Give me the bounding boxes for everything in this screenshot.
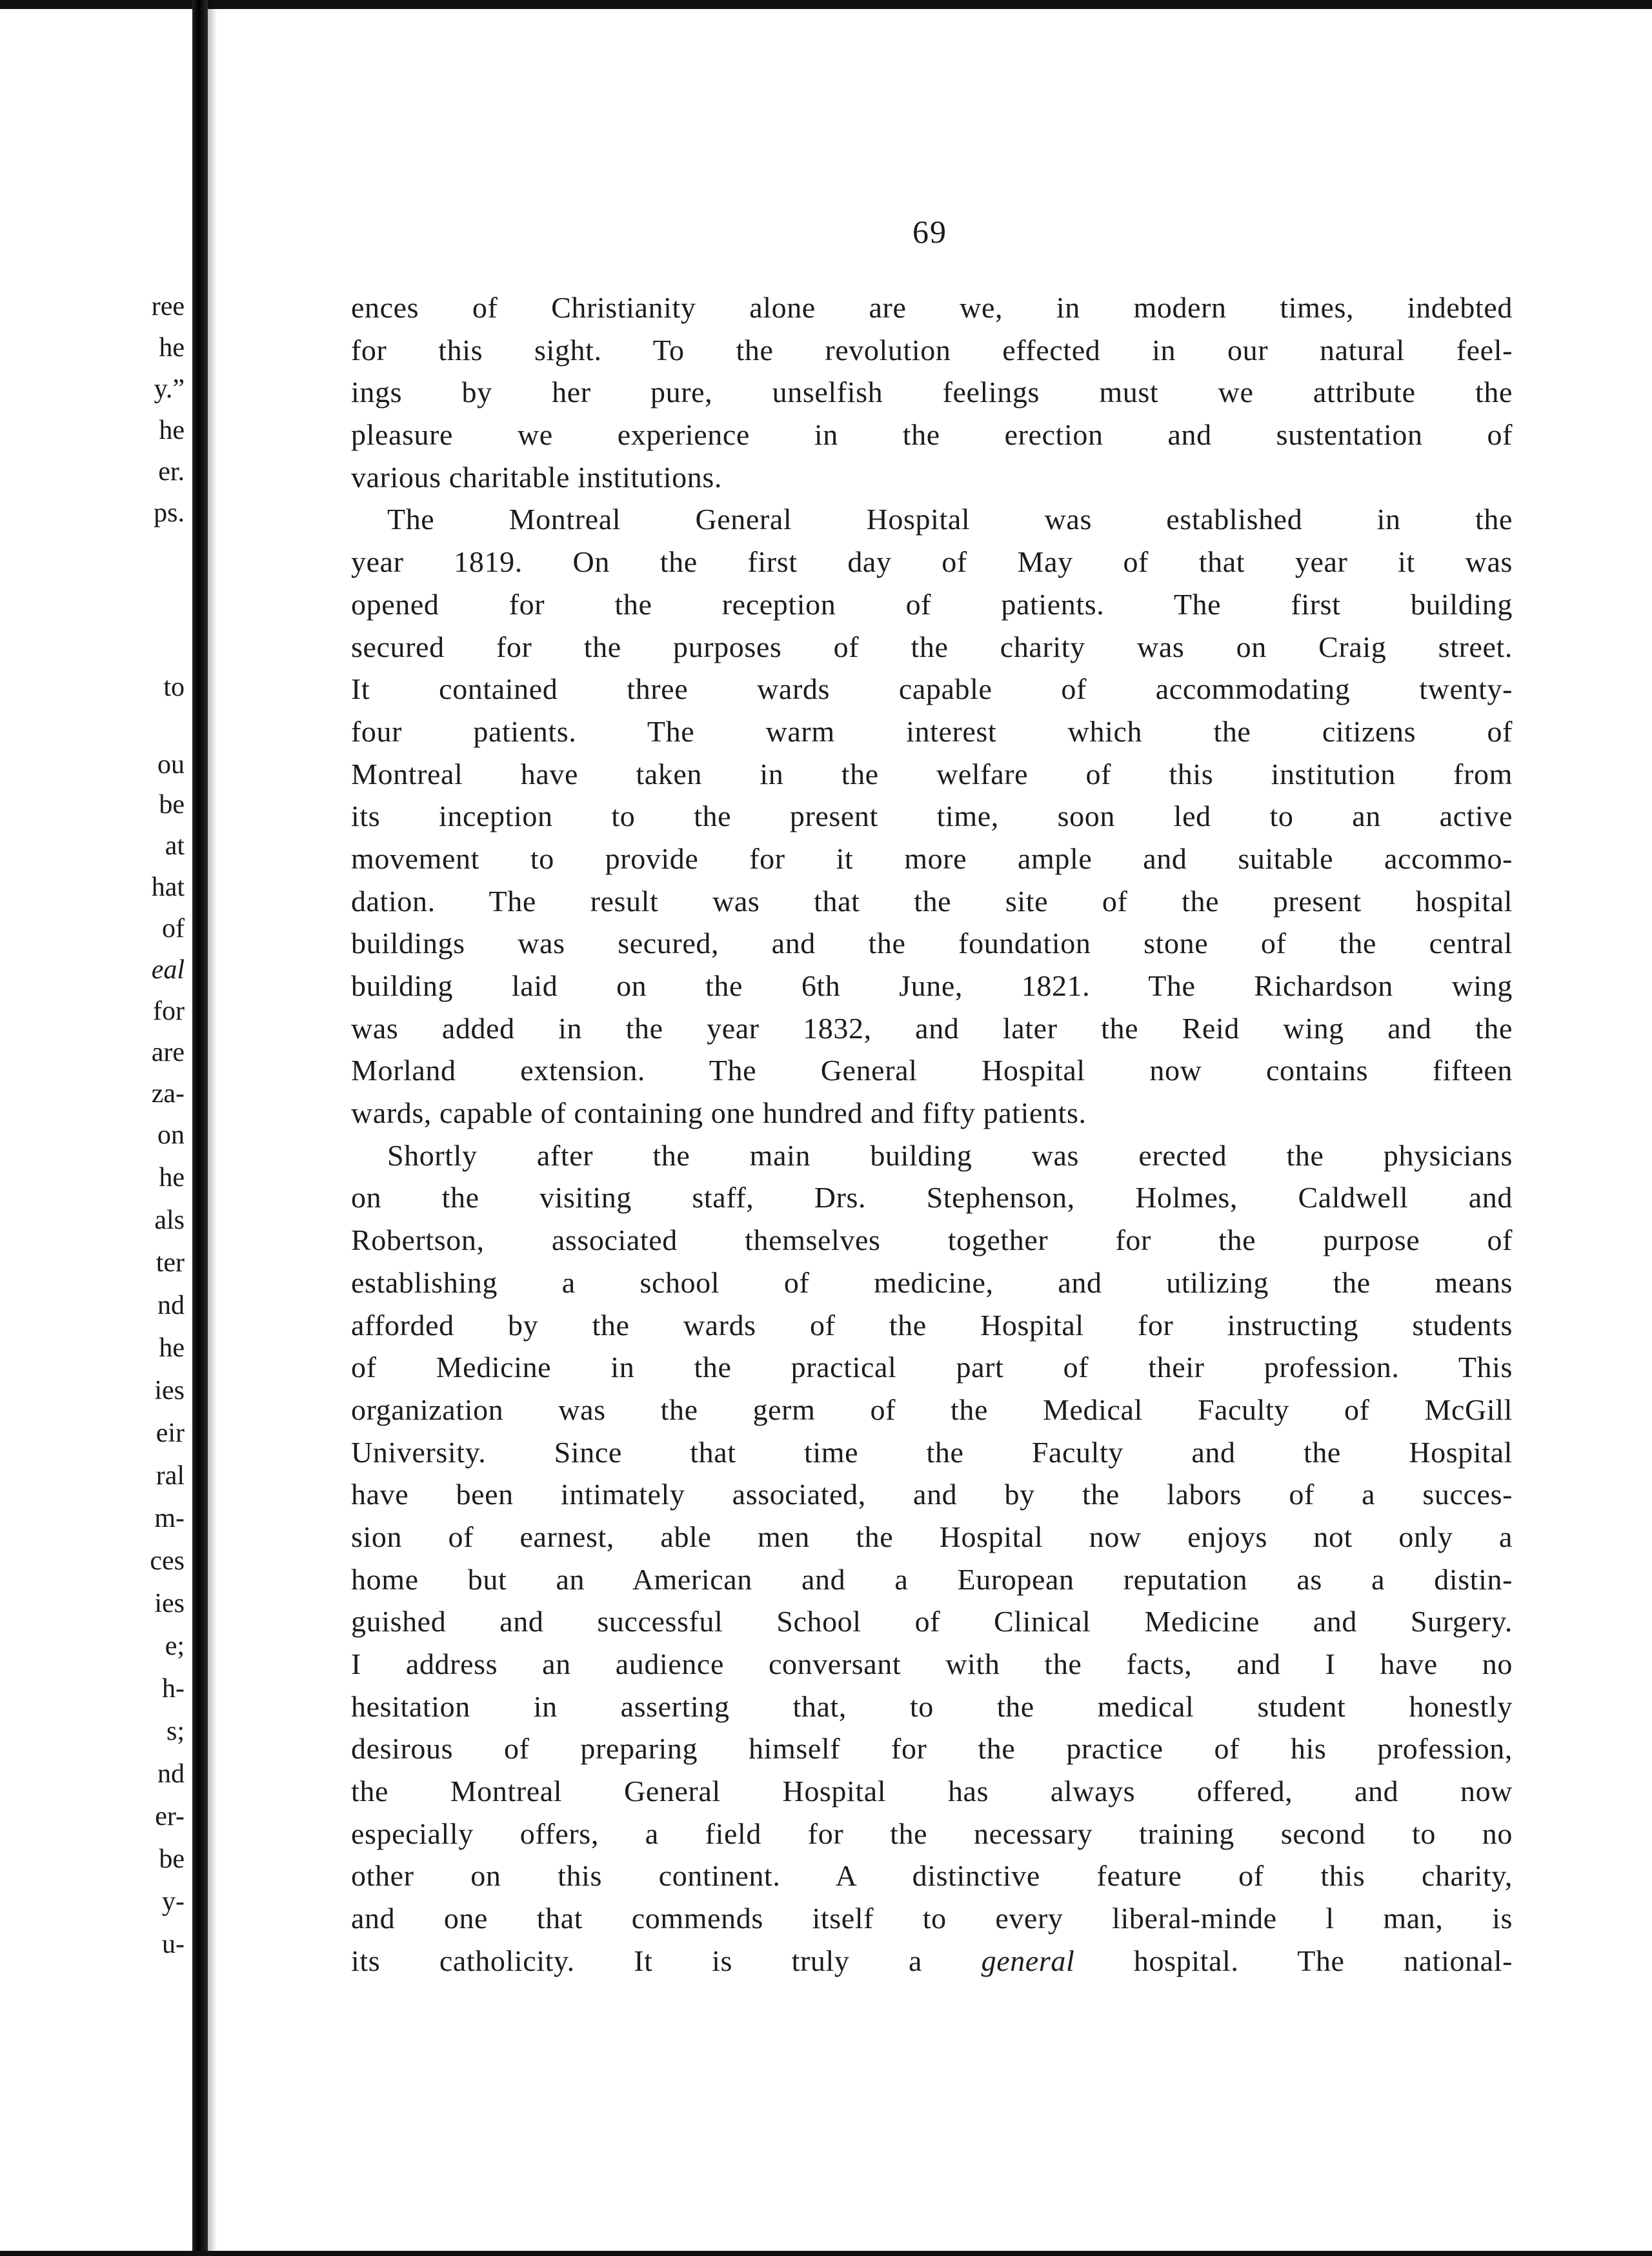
- facing-page-fragment: for: [153, 996, 185, 1026]
- facing-page-fragment: ou: [157, 750, 185, 780]
- facing-page-fragment: ree: [151, 292, 185, 321]
- facing-page-fragment: to: [163, 672, 185, 702]
- body-text: [351, 287, 1513, 1982]
- facing-page-fragment: be: [159, 790, 185, 820]
- text-line: have been intimately associated, and by the labors of a succes-: [351, 1478, 1513, 1511]
- text-line-segment: its catholicity. It is truly a: [351, 1944, 923, 1977]
- text-line: establishing a school of medicine, and utilizing the means: [351, 1265, 1513, 1299]
- facing-page-fragment: h-: [162, 1674, 185, 1704]
- text-line: buildings was secured, and the foundation stone of the central: [351, 927, 1513, 960]
- text-line: year 1819. On the first day of May of that year it was: [351, 545, 1513, 579]
- facing-page-fragment: als: [154, 1205, 185, 1235]
- text-line: guished and successful School of Clinical Medicine and Surgery.: [351, 1605, 1513, 1638]
- facing-page-fragment: za-: [151, 1079, 185, 1109]
- text-line: on the visiting staff, Drs. Stephenson, Holmes, Caldwell and: [351, 1181, 1513, 1214]
- facing-page-fragment: on: [157, 1120, 185, 1150]
- text-line: Robertson, associated themselves together for the purpose of: [351, 1224, 1513, 1257]
- text-line: was added in the year 1832, and later the Reid wing and the: [351, 1011, 1513, 1045]
- facing-page-fragment: ter: [156, 1248, 185, 1278]
- text-line: for this sight. To the revolution effected in our natural feel-: [351, 333, 1513, 367]
- facing-page-fragment: ces: [150, 1546, 185, 1576]
- text-line: of Medicine in the practical part of their profession. This: [351, 1351, 1513, 1384]
- facing-page-fragment: er-: [155, 1802, 185, 1831]
- scan-frame-bottom: [0, 2251, 1652, 2256]
- facing-page-fragment: nd: [157, 1291, 185, 1320]
- facing-page-fragment: he: [159, 416, 185, 445]
- facing-page-fragment: ps.: [154, 498, 185, 528]
- page-number: 69: [912, 214, 947, 250]
- facing-page-fragment: s;: [166, 1717, 185, 1746]
- text-line: [351, 1940, 1513, 1982]
- text-line: ences of Christianity alone are we, in modern times, indebted: [351, 291, 1513, 324]
- facing-page-fragment: he: [159, 1333, 185, 1363]
- text-line: opened for the reception of patients. The first building: [351, 587, 1513, 621]
- text-line: The Montreal General Hospital was established in the: [387, 503, 1513, 536]
- text-line: Shortly after the main building was erected the physicians: [387, 1138, 1513, 1172]
- facing-page-fragment: eir: [156, 1418, 185, 1448]
- italic-word: general: [981, 1944, 1075, 1977]
- text-line-segment: hospital. The national-: [1074, 1944, 1513, 1977]
- text-line: Morland extension. The General Hospital now contains fifteen: [351, 1054, 1513, 1087]
- text-line: dation. The result was that the site of the present hospital: [351, 884, 1513, 918]
- facing-page-fragment: hat: [151, 872, 185, 902]
- facing-page-fragment: at: [165, 831, 185, 861]
- facing-page: [0, 9, 192, 2251]
- facing-page-fragment: he: [159, 333, 185, 363]
- text-line: wards, capable of containing one hundred and fifty patients.: [351, 1096, 1087, 1130]
- text-line: other on this continent. A distinctive feature of this charity,: [351, 1859, 1513, 1893]
- book-gutter: [192, 0, 208, 2256]
- text-line: pleasure we experience in the erection and sustentation of: [351, 418, 1513, 452]
- text-line: its inception to the present time, soon led to an active: [351, 800, 1513, 833]
- text-line: University. Since that time the Faculty and the Hospital: [351, 1435, 1513, 1469]
- text-line: hesitation in asserting that, to the medical student honestly: [351, 1689, 1513, 1723]
- text-line: afforded by the wards of the Hospital for instructing students: [351, 1308, 1513, 1342]
- text-line: I address an audience conversant with the facts, and I have no: [351, 1647, 1513, 1680]
- text-line: Montreal have taken in the welfare of this institution from: [351, 757, 1513, 791]
- text-line: ings by her pure, unselfish feelings must we attribute the: [351, 376, 1513, 409]
- facing-page-fragment: ies: [154, 1589, 185, 1618]
- facing-page-fragment: ies: [154, 1376, 185, 1405]
- facing-page-fragment: m-: [154, 1504, 185, 1533]
- facing-page-fragment: y.”: [154, 374, 185, 404]
- gutter-shadow: [208, 0, 217, 2256]
- text-line: secured for the purposes of the charity was on Craig street.: [351, 630, 1513, 663]
- facing-page-fragment: u-: [162, 1929, 185, 1959]
- facing-page-line-ends: [0, 9, 192, 2251]
- document-page: [217, 9, 1643, 2251]
- facing-page-fragment: of: [162, 914, 185, 943]
- text-line: sion of earnest, able men the Hospital now enjoys not only a: [351, 1520, 1513, 1553]
- facing-page-fragment: er.: [158, 457, 185, 487]
- text-line: the Montreal General Hospital has always offered, and now: [351, 1775, 1513, 1808]
- text-line: especially offers, a field for the necessary training second to no: [351, 1817, 1513, 1850]
- text-line: four patients. The warm interest which the citizens of: [351, 714, 1513, 748]
- facing-page-fragment: eal: [151, 955, 185, 985]
- text-line: organization was the germ of the Medical Faculty of McGill: [351, 1393, 1513, 1426]
- facing-page-fragment: are: [151, 1038, 185, 1067]
- facing-page-fragment: y-: [162, 1887, 185, 1917]
- text-line: desirous of preparing himself for the practice of his profession,: [351, 1732, 1513, 1766]
- facing-page-fragment: nd: [157, 1759, 185, 1789]
- facing-page-fragment: e;: [165, 1631, 185, 1661]
- text-line: building laid on the 6th June, 1821. The Richardson wing: [351, 969, 1513, 1002]
- text-line: and one that commends itself to every liberal-minde l man, is: [351, 1902, 1513, 1935]
- text-line: movement to provide for it more ample and suitable accommo-: [351, 841, 1513, 875]
- text-line: home but an American and a European reputation as a distin-: [351, 1562, 1513, 1596]
- text-line: It contained three wards capable of accommodating twenty-: [351, 672, 1513, 706]
- scan-frame-top: [0, 0, 1652, 9]
- facing-page-fragment: be: [159, 1844, 185, 1874]
- text-line: various charitable institutions.: [351, 460, 722, 494]
- facing-page-fragment: he: [159, 1163, 185, 1193]
- facing-page-fragment: ral: [156, 1461, 185, 1491]
